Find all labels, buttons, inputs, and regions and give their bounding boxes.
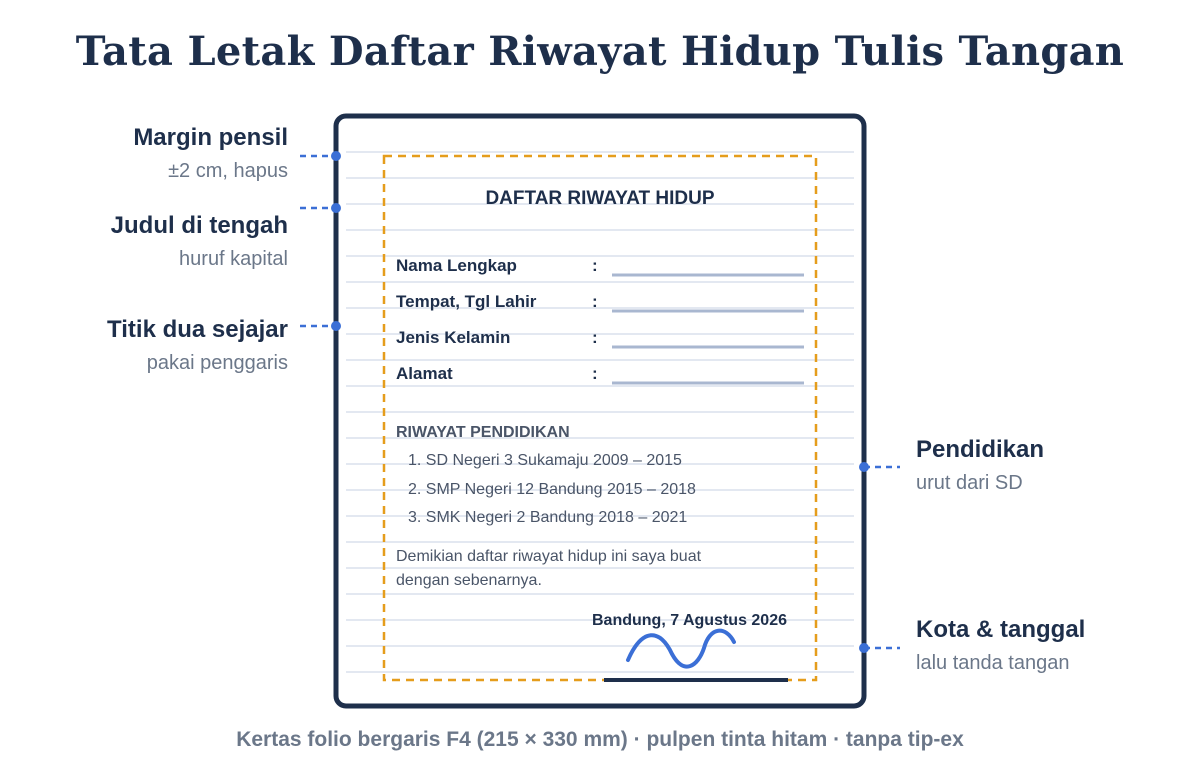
signature-place-date: Bandung, 7 Agustus 2026	[592, 612, 787, 629]
education-section-title: RIWAYAT PENDIDIKAN	[396, 424, 570, 441]
document-heading: DAFTAR RIWAYAT HIDUP	[485, 188, 715, 209]
field-label-tempat-lahir: Tempat, Tgl Lahir	[396, 292, 537, 311]
education-item: 3. SMK Negeri 2 Bandung 2018 – 2021	[408, 509, 688, 526]
callout-judul-tengah	[111, 212, 288, 271]
connector-dot-kota	[859, 643, 869, 653]
field-colon: :	[592, 292, 598, 311]
education-item: 1. SD Negeri 3 Sukamaju 2009 – 2015	[408, 452, 682, 469]
callout-pendidikan	[916, 436, 1044, 495]
callout-subtitle: lalu tanda tangan	[916, 652, 1070, 674]
page-title: Tata Letak Daftar Riwayat Hidup Tulis Tangan	[75, 28, 1125, 75]
ruled-lines	[346, 152, 854, 672]
callout-title: Titik dua sejajar	[107, 316, 288, 343]
connector-dot-titik	[331, 321, 341, 331]
field-colon: :	[592, 328, 598, 347]
field-label-alamat: Alamat	[396, 364, 453, 383]
callout-margin-pensil	[133, 124, 288, 183]
field-colon: :	[592, 364, 598, 383]
callout-titik-dua	[107, 316, 288, 375]
closing-line: Demikian daftar riwayat hidup ini saya buat	[396, 548, 702, 565]
footer-caption: Kertas folio bergaris F4 (215 × 330 mm) · pulpen tinta hitam · tanpa tip-ex	[236, 728, 964, 751]
education-item: 2. SMP Negeri 12 Bandung 2015 – 2018	[408, 481, 696, 498]
closing-line: dengan sebenarnya.	[396, 572, 542, 589]
callout-subtitle: huruf kapital	[179, 248, 288, 270]
callout-subtitle: urut dari SD	[916, 472, 1023, 494]
field-label-jenis-kelamin: Jenis Kelamin	[396, 328, 511, 347]
callout-title: Kota & tanggal	[916, 616, 1086, 643]
callout-title: Judul di tengah	[110, 212, 288, 239]
callout-title: Margin pensil	[133, 124, 288, 151]
callout-kota-tanggal	[916, 616, 1085, 675]
connector-dot-pendidikan	[859, 462, 869, 472]
callout-subtitle: ±2 cm, hapus	[168, 160, 288, 182]
callout-subtitle: pakai penggaris	[146, 352, 288, 374]
field-colon: :	[592, 256, 598, 275]
connector-dot-margin	[331, 151, 341, 161]
field-label-nama: Nama Lengkap	[396, 256, 517, 275]
callout-title: Pendidikan	[916, 436, 1045, 463]
